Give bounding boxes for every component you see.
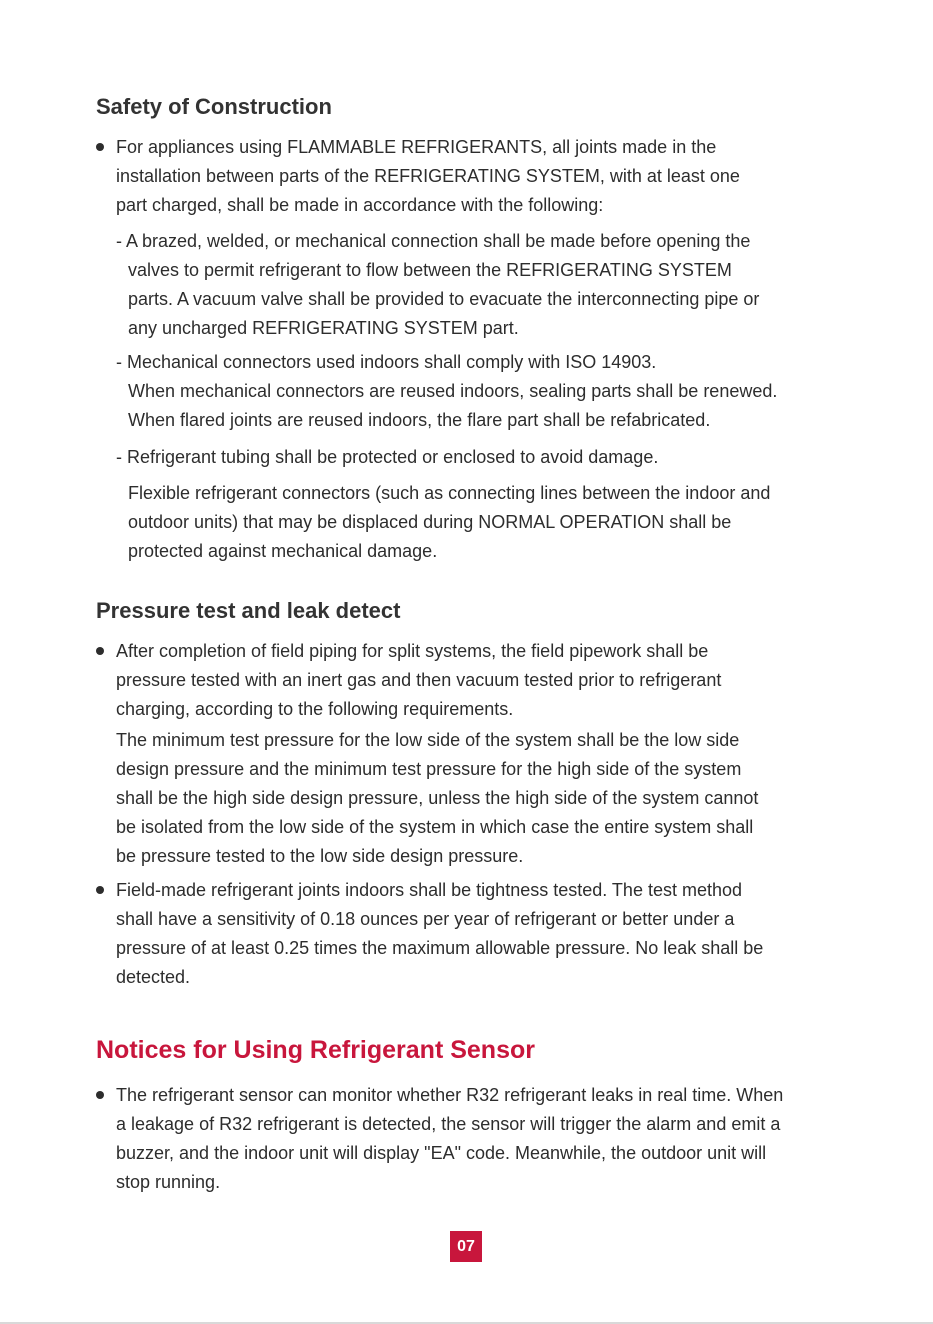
text-line: be isolated from the low side of the system in which case the entire system shall — [116, 817, 754, 837]
text-line: part charged, shall be made in accordance with the following: — [116, 195, 604, 215]
text-line: installation between parts of the REFRIGERATING SYSTEM, with at least one — [116, 166, 740, 186]
text-line: Flexible refrigerant connectors (such as connecting lines between the indoor and — [128, 483, 771, 503]
bullet-icon — [96, 647, 104, 655]
text-line: any uncharged REFRIGERATING SYSTEM part. — [128, 318, 519, 338]
text-line: After completion of field piping for split systems, the field pipework shall be — [116, 641, 709, 661]
text-line: When flared joints are reused indoors, the flare part shall be refabricated. — [128, 410, 711, 430]
text-line: For appliances using FLAMMABLE REFRIGERANTS, all joints made in the — [116, 137, 717, 157]
page-number-badge: 07 — [450, 1231, 482, 1262]
text-line: charging, according to the following requirements. — [116, 699, 514, 719]
text-line: design pressure and the minimum test pressure for the high side of the system — [116, 759, 742, 779]
text-line: be pressure tested to the low side design pressure. — [116, 846, 524, 866]
text-line: protected against mechanical damage. — [128, 541, 438, 561]
text-line: pressure of at least 0.25 times the maximum allowable pressure. No leak shall be — [116, 938, 764, 958]
section-heading-safety: Safety of Construction — [96, 94, 332, 119]
text-line: a leakage of R32 refrigerant is detected, the sensor will trigger the alarm and emit a — [116, 1114, 781, 1134]
bullet-icon — [96, 1091, 104, 1099]
section-heading-refrigerant-sensor: Notices for Using Refrigerant Sensor — [96, 1036, 535, 1064]
text-line: outdoor units) that may be displaced during NORMAL OPERATION shall be — [128, 512, 732, 532]
bullet-icon — [96, 143, 104, 151]
section-heading-pressure-test: Pressure test and leak detect — [96, 598, 401, 623]
text-line: shall have a sensitivity of 0.18 ounces per year of refrigerant or better under a — [116, 909, 735, 929]
text-line: - A brazed, welded, or mechanical connection shall be made before opening the — [116, 231, 751, 251]
text-line: shall be the high side design pressure, unless the high side of the system cannot — [116, 788, 759, 808]
bullet-icon — [96, 886, 104, 894]
text-line: - Refrigerant tubing shall be protected or enclosed to avoid damage. — [116, 447, 659, 467]
text-line: The minimum test pressure for the low side of the system shall be the low side — [116, 730, 740, 750]
text-line: When mechanical connectors are reused indoors, sealing parts shall be renewed. — [128, 381, 778, 401]
text-line: The refrigerant sensor can monitor whether R32 refrigerant leaks in real time. When — [116, 1085, 784, 1105]
text-line: Field-made refrigerant joints indoors shall be tightness tested. The test method — [116, 880, 743, 900]
text-line: buzzer, and the indoor unit will display "EA" code. Meanwhile, the outdoor unit will — [116, 1143, 767, 1163]
text-line: valves to permit refrigerant to flow between the REFRIGERATING SYSTEM — [128, 260, 732, 280]
text-line: - Mechanical connectors used indoors shall comply with ISO 14903. — [116, 352, 657, 372]
text-line: parts. A vacuum valve shall be provided to evacuate the interconnecting pipe or — [128, 289, 760, 309]
text-line: pressure tested with an inert gas and then vacuum tested prior to refrigerant — [116, 670, 722, 690]
text-line: stop running. — [116, 1172, 221, 1192]
text-line: detected. — [116, 967, 191, 987]
